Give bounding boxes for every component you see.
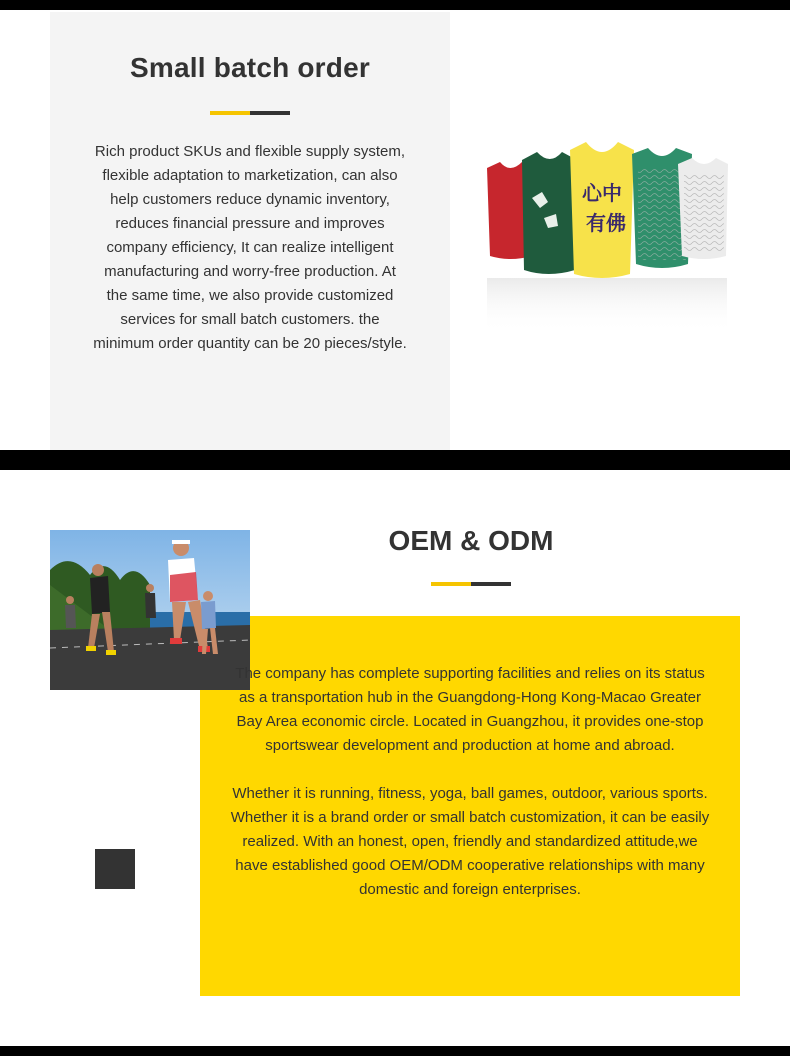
small-batch-description: Rich product SKUs and flexible supply system, flexible adaptation to marketization, can also help customers reduce dynamic inventory, reduces financial pressure and improves company efficiency, It can realize intelligent manufacturing and worry-free production. At the same time, we also provide customized services for small batch customers. the minimum order quantity can be 20 pieces/style. bbox=[93, 143, 407, 352]
svg-text:有佛: 有佛 bbox=[586, 211, 626, 235]
svg-text:心中: 心中 bbox=[582, 181, 622, 205]
marathon-runners-photo bbox=[50, 530, 250, 690]
title-divider bbox=[210, 111, 290, 115]
jerseys-product-image bbox=[482, 138, 732, 338]
decorative-square bbox=[95, 849, 135, 889]
small-batch-title: Small batch order bbox=[130, 52, 370, 83]
oem-paragraph-1: The company has complete supporting facilities and relies on its status as a transportation hub in the Guangdong-Hong Kong-Macao Greater Bay Area economic circle. Located in Guangzhou, it provides one-stop sportswear development and production at home and abroad. bbox=[235, 665, 705, 754]
small-batch-card bbox=[50, 12, 450, 450]
oem-description bbox=[230, 662, 710, 902]
bottom-black-bar bbox=[0, 1046, 790, 1056]
section-separator-bar bbox=[0, 450, 790, 470]
title-divider bbox=[431, 582, 511, 586]
oem-odm-title: OEM & ODM bbox=[388, 525, 554, 556]
top-black-bar bbox=[0, 0, 790, 10]
oem-paragraph-2: Whether it is running, fitness, yoga, ball games, outdoor, various sports. Whether it is a brand order or small batch customization, it can be easily realized. With an honest, open, friendly and standardized attitude,we have established good OEM/ODM cooperative relationships with many domestic and foreign enterprises. bbox=[230, 785, 710, 898]
